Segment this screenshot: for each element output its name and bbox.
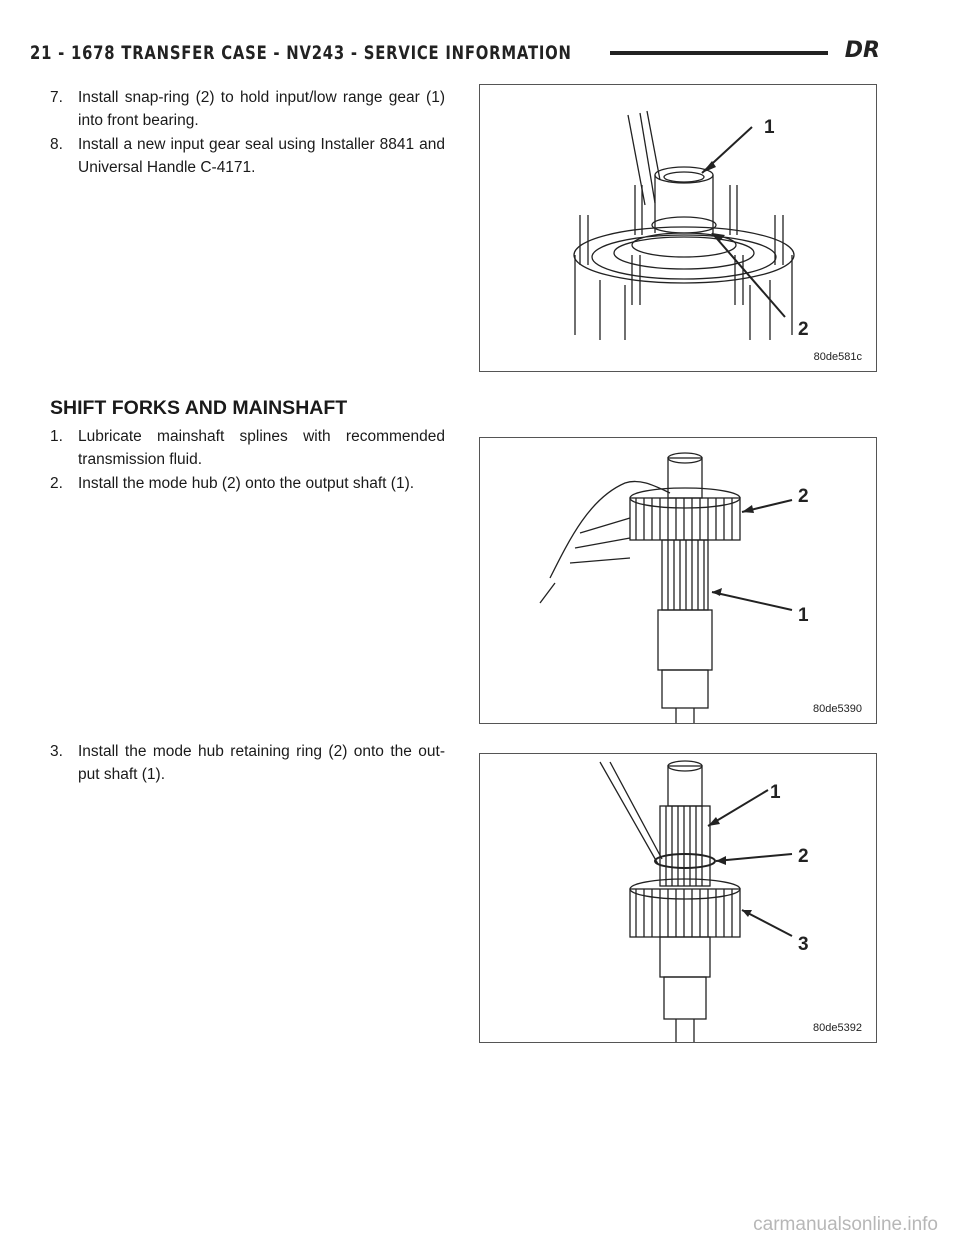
callout-3: 3	[798, 934, 809, 955]
figure-mode-hub-install	[479, 437, 877, 724]
step-text: Install a new input gear seal using Installer 8841 and Universal Handle C-4171.	[78, 136, 445, 176]
step-3	[50, 740, 445, 786]
step-number: 2.	[50, 475, 63, 492]
callout-1: 1	[764, 117, 775, 138]
figure-retaining-ring-install	[479, 753, 877, 1043]
step-text: Install snap-ring (2) to hold input/low range gear (1) into front bearing.	[78, 89, 445, 129]
step-text: Lubricate mainshaft splines with recommended transmission fluid.	[78, 428, 445, 468]
retaining-ring-illustration	[480, 754, 876, 1042]
step-2	[50, 472, 445, 495]
figure-code: 80de5390	[813, 703, 862, 715]
header-code: DR	[844, 38, 880, 63]
step-7	[50, 86, 445, 132]
callout-2: 2	[798, 846, 809, 867]
figure-input-gear-snap-ring	[479, 84, 877, 372]
header-rule	[610, 51, 828, 55]
callout-2: 2	[798, 486, 809, 507]
step-number: 8.	[50, 136, 63, 153]
step-number: 7.	[50, 89, 63, 106]
step-8	[50, 133, 445, 179]
figure-code: 80de5392	[813, 1022, 862, 1034]
step-number: 3.	[50, 743, 63, 760]
step-number: 1.	[50, 428, 63, 445]
section-heading: SHIFT FORKS AND MAINSHAFT	[50, 397, 348, 419]
callout-1: 1	[798, 605, 809, 626]
page-title: 21 - 1678 TRANSFER CASE - NV243 - SERVICE INFORMATION	[30, 42, 572, 64]
mode-hub-illustration	[480, 438, 876, 723]
step-text: Install the mode hub (2) onto the output shaft (1).	[78, 475, 415, 492]
watermark: carmanualsonline.info	[753, 1214, 938, 1235]
step-text: Install the mode hub retaining ring (2) onto the out-put shaft (1).	[78, 743, 445, 783]
figure-code: 80de581c	[813, 351, 862, 363]
callout-2: 2	[798, 319, 809, 340]
callout-1: 1	[770, 782, 781, 803]
step-1	[50, 425, 445, 471]
page-header	[30, 38, 880, 68]
input-gear-illustration	[480, 85, 876, 371]
